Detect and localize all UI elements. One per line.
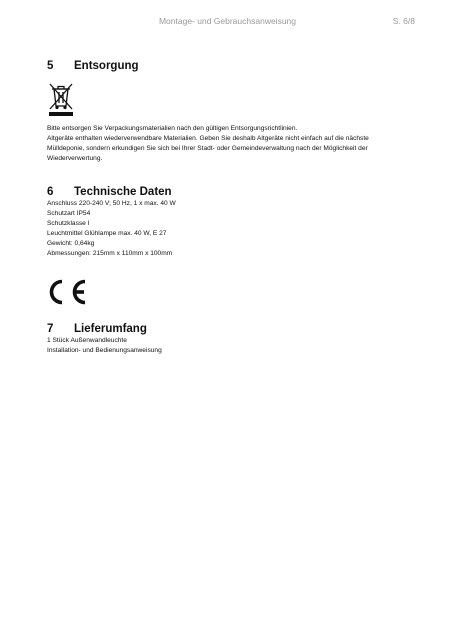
section-number: 7 bbox=[47, 323, 54, 335]
section-title: Lieferumfang bbox=[74, 323, 147, 335]
crossed-out-wheelie-bin-icon bbox=[47, 81, 75, 117]
text-line: Leuchtmittel Glühlampe max. 40 W, E 27 bbox=[47, 230, 167, 237]
section-body bbox=[47, 124, 417, 164]
section-heading bbox=[47, 185, 417, 200]
page-header bbox=[0, 16, 455, 30]
text-line: Altgeräte enthalten wiederverwendbare Materialien. Geben Sie deshalb Altgeräte nicht einfach auf die nächste bbox=[47, 135, 369, 142]
section-heading bbox=[47, 59, 417, 74]
text-line: Bitte entsorgen Sie Verpackungsmaterialien nach den gültigen Entsorgungsrichtlinien. bbox=[47, 125, 298, 132]
section-body bbox=[47, 336, 162, 356]
text-line: Schutzart IP54 bbox=[47, 210, 91, 217]
text-line: Wiederverwertung. bbox=[47, 155, 103, 162]
document-title: Montage- und Gebrauchsanweisung bbox=[158, 16, 297, 26]
text-line: Mülldeponie, sondern erkundigen Sie sich bei Ihrer Stadt- oder Gemeindeverwaltung nach der Möglichkeit der bbox=[47, 145, 368, 152]
section-lieferumfang bbox=[47, 322, 417, 354]
text-line: 1 Stück Außenwandleuchte bbox=[47, 337, 127, 344]
section-entsorgung bbox=[47, 59, 417, 162]
section-title: Entsorgung bbox=[74, 60, 139, 72]
section-body bbox=[47, 199, 176, 259]
text-line: Abmessungen: 215mm x 110mm x 100mm bbox=[47, 250, 173, 257]
section-number: 5 bbox=[47, 60, 54, 72]
page-number: S. 6/8 bbox=[392, 16, 415, 26]
text-line: Schutzklasse I bbox=[47, 220, 90, 227]
text-line: Installation- und Bedienungsanweisung bbox=[47, 347, 162, 354]
text-line: Gewicht: 0,64kg bbox=[47, 240, 95, 247]
ce-mark-icon bbox=[45, 278, 89, 306]
section-number: 6 bbox=[47, 186, 54, 198]
section-heading bbox=[47, 322, 417, 337]
section-title: Technische Daten bbox=[74, 186, 172, 198]
section-technische-daten bbox=[47, 185, 417, 257]
text-line: Anschluss 220-240 V; 50 Hz, 1 x max. 40 W bbox=[47, 200, 176, 207]
